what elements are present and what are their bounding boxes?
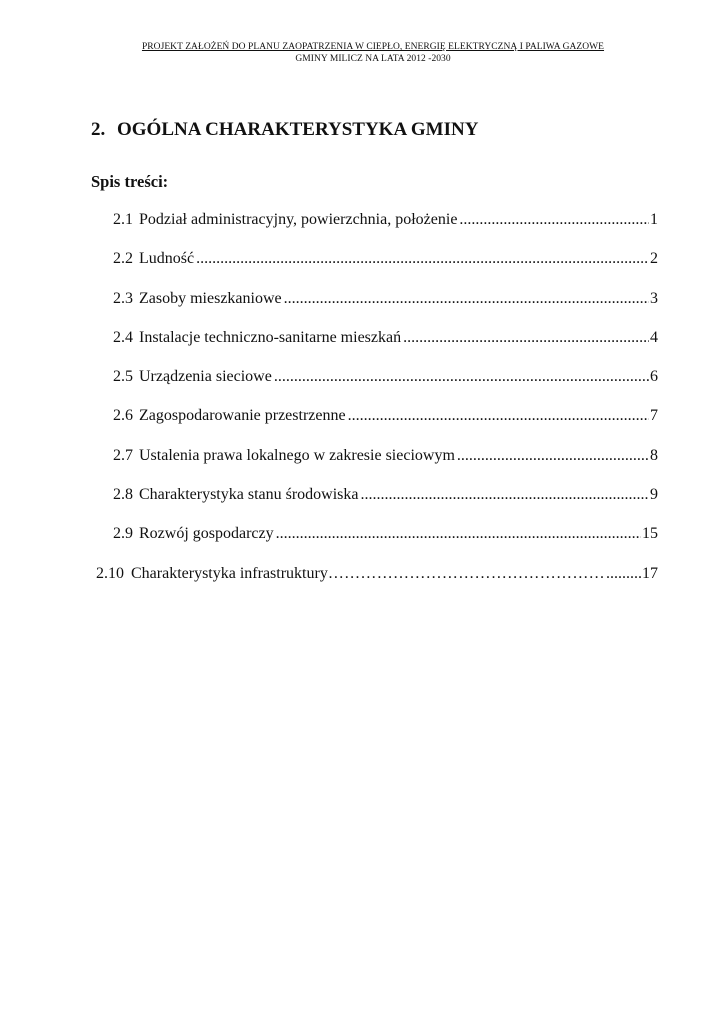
toc-dot-leader xyxy=(328,561,605,587)
toc-entry-title: Charakterystyka infrastruktury xyxy=(131,564,328,582)
toc-entry-number: 2.5 xyxy=(113,368,133,386)
toc-entry-2-10[interactable] xyxy=(96,561,658,600)
toc-entry-2-7[interactable] xyxy=(96,443,658,482)
toc-entry-2-4[interactable] xyxy=(96,325,658,364)
toc-entry-page: 17 xyxy=(642,564,658,582)
toc-entry-page: 7 xyxy=(650,407,658,425)
toc-entry-2-3[interactable] xyxy=(96,286,658,325)
toc-dot-leader xyxy=(196,246,649,272)
toc-entry-page: 2 xyxy=(650,250,658,268)
toc-entry-title: Charakterystyka stanu środowiska xyxy=(139,486,359,504)
toc-entry-page: 15 xyxy=(642,525,658,543)
toc-entry-title: Zagospodarowanie przestrzenne xyxy=(139,407,346,425)
toc-entry-page: 6 xyxy=(650,368,658,386)
toc-entry-number: 2.1 xyxy=(113,211,133,228)
toc-entry-title: Ludność xyxy=(139,250,195,268)
toc-entry-page: 4 xyxy=(650,328,658,346)
chapter-title-text: OGÓLNA CHARAKTERYSTYKA GMINY xyxy=(117,119,479,140)
toc-dot-leader xyxy=(361,482,649,508)
toc-entry-page: 3 xyxy=(650,289,658,307)
toc-entry-number: 2.9 xyxy=(113,525,133,543)
toc-entry-title: Ustalenia prawa lokalnego w zakresie sieciowym xyxy=(139,446,455,464)
chapter-title xyxy=(91,119,478,141)
toc-dot-leader xyxy=(284,286,649,312)
header-line-1: PROJEKT ZAŁOŻEŃ DO PLANU ZAOPATRZENIA W CIEPŁO, ENERGIĘ ELEKTRYCZNĄ I PALIWA GAZOWE xyxy=(141,42,605,52)
toc-dot-leader xyxy=(276,521,641,547)
toc-entry-number: 2.6 xyxy=(113,407,133,425)
chapter-number: 2. xyxy=(91,119,106,140)
toc-dot-leader xyxy=(457,443,649,469)
toc-heading: Spis treści: xyxy=(91,172,169,191)
toc-entry-2-9[interactable] xyxy=(96,521,658,560)
toc-dot-leader xyxy=(274,364,649,390)
toc-entry-2-8[interactable] xyxy=(96,482,658,521)
toc-entry-number: 2.4 xyxy=(113,328,133,346)
running-header xyxy=(90,41,656,65)
table-of-contents xyxy=(96,207,658,600)
toc-entry-number: 2.2 xyxy=(113,250,133,268)
toc-entry-page: 8 xyxy=(650,446,658,464)
toc-entry-2-6[interactable] xyxy=(96,403,658,442)
header-line-2: GMINY MILICZ NA LATA 2012 -2030 xyxy=(295,54,451,64)
toc-entry-number: 2.7 xyxy=(113,446,133,464)
toc-entry-title: Podział administracyjny, powierzchnia, położenie xyxy=(139,211,458,228)
toc-entry-2-1[interactable] xyxy=(96,207,658,246)
toc-entry-title: Rozwój gospodarczy xyxy=(139,525,274,543)
toc-entry-2-2[interactable] xyxy=(96,246,658,285)
toc-dot-leader xyxy=(459,207,649,233)
toc-dot-leader-tail: ......... xyxy=(606,564,642,582)
toc-entry-2-5[interactable] xyxy=(96,364,658,403)
toc-entry-number: 2.3 xyxy=(113,289,133,307)
toc-entry-number: 2.8 xyxy=(113,486,133,504)
toc-entry-title: Urządzenia sieciowe xyxy=(139,368,272,386)
toc-entry-title: Zasoby mieszkaniowe xyxy=(139,289,282,307)
toc-entry-page: 1 xyxy=(650,211,658,228)
toc-dot-leader xyxy=(403,325,649,351)
toc-entry-page: 9 xyxy=(650,486,658,504)
toc-entry-number: 2.10 xyxy=(96,564,124,582)
toc-dot-leader xyxy=(348,403,649,429)
toc-entry-title: Instalacje techniczno-sanitarne mieszkań xyxy=(139,328,402,346)
